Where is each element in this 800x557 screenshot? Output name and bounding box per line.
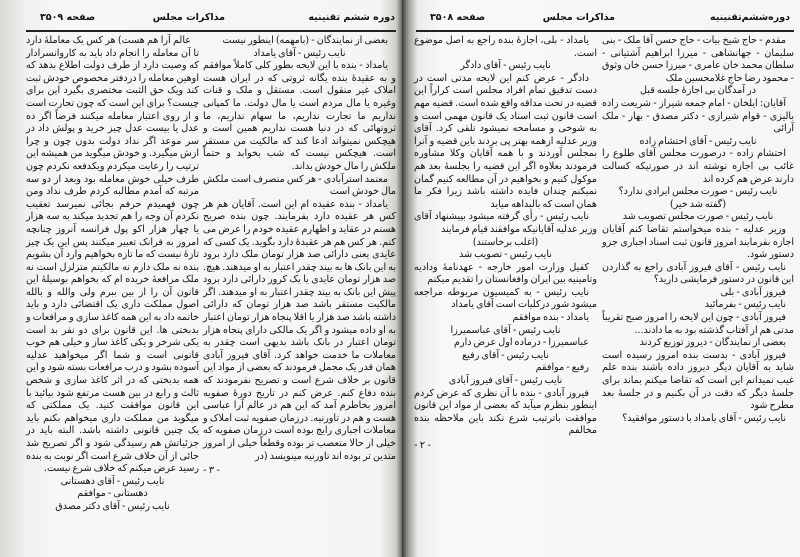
speaker-heading: (گفته شد خیر): [669, 198, 727, 210]
paragraph: معتمد استرآبادی - هر کس متصرف است ملکش مال خودش است: [203, 173, 396, 198]
paragraph: نایب رئیس - به کمیسیون مربوطه مراجعه میشود شور درکلیات است آقای یامداد: [414, 286, 597, 311]
paragraph: فیروز آبادی - بدست بنده امروز رسیده است شاید به آقایان دیگر دیروز داده باشند بنده علم غیب نمیدانم این است که تقاضا میکنم بماند برای جلسهٔ دیگر که دقت در آن بکنیم و در جلسهٔ بعد مطرح شود: [602, 349, 794, 412]
speaker-heading: نایب رئیس - صورت مجلس تصویب شد: [622, 211, 774, 223]
header-title: مذاکرات مجلس: [542, 12, 615, 23]
speaker-heading: نایب رئیس - آقای یامداد: [253, 47, 346, 59]
paragraph: آقایان: ایلخان - امام جمعه شیراز - شریعت زاده بالیزی - قوام شیرازی - دکتر مصدق - بهار - ملک آرائی: [602, 97, 794, 135]
paragraph: کفیل وزارت امور خارجه - عهدنامهٔ ودادیه وتامینیه بین ایران وافغانستان را تقدیم میکنم: [414, 261, 597, 286]
paragraph: نایب رئیس - آقای فیروز آبادی راجع به گذاردن این قانون در دستور فرمایشی دارید؟: [602, 261, 794, 286]
header-rule: [416, 30, 794, 32]
page-number: صفحه ۳۵۰۸: [430, 12, 486, 23]
header-title: مذاکرات مجلس: [152, 12, 225, 23]
text-column-left: [414, 35, 597, 452]
page-number: صفحه ۳۵۰۹: [40, 12, 96, 23]
speaker-heading: نایب رئیس - آقای دکتر مصدق: [55, 500, 170, 512]
page-header: [420, 12, 790, 28]
speaker-heading: نایب رئیس - آقای دادگر: [460, 60, 551, 72]
speaker-heading: نایب رئیس - صورت مجلس ایرادی ندارد؟: [618, 186, 778, 198]
paragraph: یامداد - بلی، اجازهٔ بنده راجع به اصل موضوع است.: [414, 35, 597, 59]
speaker-heading: نایب رئیس - آقای دهستانی: [60, 475, 165, 487]
page-footer: - ۳ -: [203, 465, 220, 477]
paragraph: فیروز آبادی - چون این لایحه را امروز صبح تقریباً مدتی هم از آفتاب گذشته بود به ما دادند...: [602, 312, 794, 336]
paragraph: بعضی از نمایندگان - (بامهمه) اینطور نیست: [222, 35, 388, 46]
session-label: دوره ششم تقنینیه: [308, 12, 395, 23]
paragraph: نایب رئیس - بفرمائید: [704, 299, 786, 311]
paragraph: مقدم - حاج شیخ بیات - حاج حسن آقا ملک - بنی سلیمان - جهانشاهی - میرزا ابراهیم آشتیانی - سلطان محمد خان عامری - میرزا حسن خان وثوق - محمود رضا حاج غلامحسین ملک: [602, 35, 794, 84]
paragraph: رفیع - موافقم: [535, 362, 589, 374]
header-rule: [26, 30, 396, 32]
speaker-heading: نایب رئیس - تصویب شد: [459, 249, 552, 261]
text-column-left: [26, 35, 199, 514]
paragraph: نایب رئیس - آقای یامداد با دستور موافقید؟: [622, 412, 786, 424]
speaker-heading: دهستانی - موافقم: [77, 488, 148, 500]
paragraph: دادگر - عرض کنم این لایحه مدتی است در دست تدقیق تمام افراد مجلس است کراراً این قضیه در تحت مداقه واقع شده است. قضیه مهم است قانون ثبت اسناد یک قانون مهمی است و به شوخی و مسامحه نمیشود تلقی کرد. آقای وزیر عدلیه ازهمه بهتر پی بردند باین قضیه و آنرا بمجلس آوردند و با همه آقایان وکلا مشاوره فرمودند بعلاوه اگر این قضیه را بجلسهٔ بعد هم موکول کنیم و بخواهیم در آن مطالعه کنیم گمان نمیکنم چندان فایده داشته باشد زیرا فکر ما همان است که بالبداهه میاید: [414, 72, 597, 210]
paragraph: وزیر عدلیه - بنده میخواستم تقاضا کنم آقایان اجازه بفرمایند امروز قانون ثبت اسناد اجباری جزو دستور شود.: [602, 223, 794, 261]
text-column-right: [203, 35, 396, 477]
speaker-heading: در آمدگان بی اجازهٔ جلسه قبل: [640, 85, 756, 97]
session-label: دوره‌ششم‌تقنینیه: [710, 12, 790, 23]
speaker-heading: نایب رئیس - آقای فیروز آبادی: [448, 375, 563, 387]
paragraph: نایب رئیس - رأی گرفته میشود بپیشنهاد آقای وزیر عدلیه آقایانیکه موافقند قیام فرمایند: [414, 211, 597, 235]
paragraph: عالم آرا هم هست) هر کس یک معاملهٔ دارد تا آن معامله را انجام داد باید به کاروانسرادار که وصیت دارد از طرف دولت اطلاع بدهد که اوهین معامله را دردفتر مخصوص خودش ثبت کند ویک حق الثبت مختصری بگیرد این برای چیست؟ برای این است که چون تجارت است و از روی اعتبار معامله میکنند فرضاً اگر ده عدل یا بیست عدل چیز خرید و پولش داد در سر موعد اگر نداد دولت بدون چون و چرا ازش میگیرد. و خودش میگوید من همیشه این ترتیب را رعایت میکردم ویکدفعه نکردم چون طرف خیلی خوش معامله بود وبعد از دو سه مرتبه که آمدم مطالبه کردم طرف نداد ومن چون فهمیدم حرفم بجائی نمیرسد تعقیب نکردم آن وجه را هم تجدید میکند به سه هزار یا چهار هزار اکو پول فرانسه آنروز چنانچه امروز به فرانک تعبیر میکنند پس این یک چیز تازهٔ نیست که ما تازه بخواهیم وارد آن بشویم بنده نه ملک دارم نه مالکیتم متزلزل است نه ملک مرافعهٔ خریده ام که بخواهم بوسیلهٔ این قانون آن را از بین ببرم ولی والله و بالله اصول مملکت داری یک اقتضائی دارد و باید خاتمه داد به این همه کاغذ سازی و مرافعات و بدبختی ها. این قانون برای دو نفر بد است یکی شرخر و یکی کاغذ ساز و خیلی هم خوب قانونی است و شما اگر میخواهید عدلیه آسوده بشود و درب مرافعات بسته شود و این همه بدبختی که در اثر کاغذ سازی و شخص ثالث و رابع در بین هست مرتفع شود بیائید با این قانون موافقت کنید. یک مملکتی که میگوید من مملکت داری میخواهم بکنم باید یک چنین قانونی داشته باشد. البته باید در جزئیاتش هم رسیدگی شود و اگر تصریح شد جائی از آن خلاف شرع است اگر نوبت به بنده رسید عرض میکنم که خلاف شرع نیست.: [26, 35, 199, 475]
paragraph: یامداد - بنده با این لایحه بطور کلی کاملاً موافقم و به عقیدهٔ بنده یگانه ثروتی که در ایران هست املاک غیر منقول است. مستقل و ملک و قنات وغیره یا مال مردم است یا مال دولت. ما کمپانی نداریم ما تجارت نداریم، ما سهام نداریم، ما ثروتهائی که در دنیا هست نداریم همین است و هیچکس نمیتواند ادعا کند که مالکیت من مستقر است. هیچکس نیست که شب بخوابد و حتماً ملکش را مال خودش بداند.: [203, 60, 396, 172]
page-header: [30, 12, 395, 28]
speaker-heading: نایب رئیس - آقای رفیع: [462, 349, 549, 361]
text-column-right: [602, 35, 794, 425]
paragraph: فیروز آبادی - بلی: [720, 286, 786, 298]
right-page: [402, 0, 800, 557]
paragraph: یامداد - بنده موافقم: [512, 312, 589, 324]
paragraph: فیروز آبادی - بنده با آن نظری که عرض کردم اینطور بنظرم میآید که بعضی از مواد این قانون موافقت باترتیب شرع نکند باین ملاحظه بنده مخالفم: [414, 387, 597, 437]
speaker-heading: نایب رئیس - آقای عباسمیرزا: [450, 324, 561, 336]
paragraph: عباسمیرزا - درماده اول عرض دارم: [454, 337, 589, 349]
speaker-heading: نایب رئیس - آقای احتشام زاده: [639, 135, 757, 147]
speaker-heading: (اغلب برخاستند): [472, 236, 539, 248]
paragraph: احتشام زاده - درصورت مجلس آقای طلوع را غائب بی اجازه نوشته اند در صورتیکه کسالت دارند عرض هم کرده اند: [602, 148, 794, 185]
paragraph: یامداد - بنده عقیده ام این است. آقایان هم هر کس هر عقیده دارد بفرمایند. چون بنده صریح هستم در عقاید و اظهارم عقیده خودم را عرض می کنم. هر کس هم هر عقیدهٔ دارد بگوید. یک کسی که عایدی یعنی دارائی صد هزار تومان ملک دارد برود به این بانک ها به بیند چقدر اعتبار به او میدهند. هیچ. صد هزار تومان عایدی یا یک کرور دارائی دارد برود پیش این بانک به بیند چقدر اعتبار به او میدهند. اگر مالکیت مستقر باشد صد هزار تومان که دارائی داشته باشد صد هزار یا اقلا پنجاه هزار تومان اعتبار به او داده میشود و اگر یک مالکی دارای پنجاه هزار تومان اعتبار در بانک باشد بدیهی است چقدر به معاملات ما خدمت خواهد کرد. آقای فیروز آبادی همان قدر یک مجمل فرمودند که بعضی از مواد این قانون بر خلاف شرع است و تصریح نفرمودند که بنده دفاع کنم. عرض کنم در تاریخ دورهٔ صفویه امروز بخاطرم آمد که این هم در عالم آرا عباسی هست و هم در تاورنیه. درزمان صفویه ثبت املاک و معاملات اجباری رایج بوده است درزمان صفویه که خیلی از حالا متعصب تر بوده وقطعاً خیلی از امروز متدین تر بوده اند تاورنیه مینویسد (در: [203, 198, 396, 462]
paragraph: بعضی از نمایندگان - دیروز توزیع کردند: [639, 337, 786, 349]
page-footer: - ۲ -: [414, 440, 431, 451]
